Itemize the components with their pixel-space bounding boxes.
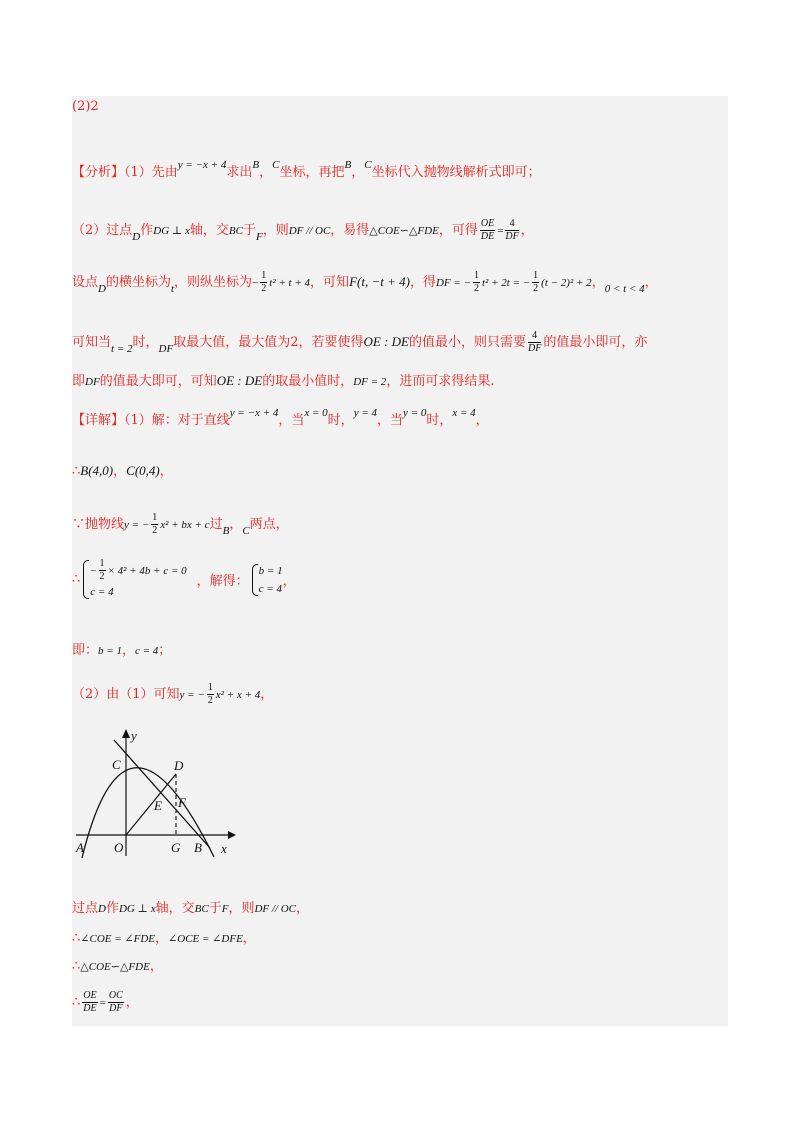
analysis-line-3: 设点$_D$的横坐标为$_t$，则纵坐标为− $\frac{1}{2}$ t² + t + 4，可知F(t, −t + 4)，得DF = − $\frac{1}{2}$ t² + 2t = − $\frac{1}{2}$ (t − 2)² + 2，$_{0 < t < 4}$， [72,270,658,295]
x-axis-arrow [228,831,236,839]
label-F: F [178,795,186,810]
line-equation: y = −x + 4 [177,159,227,171]
analysis-line-1: 【分析】（1）先由$^{y = -x + 4}$求出$^B$，$^C$坐标，再把$^B$，$^C$坐标代入抛物线解析式即可； [72,159,541,180]
detail-line-3: ∵抛物线y = − $\frac{1}{2}$ x² + bx + c过$_B$，$_C$两点， [72,512,289,537]
label-y: y [131,728,137,743]
label-x: x [221,841,227,856]
label-D: D [174,758,184,773]
detail-tag: 【详解】 [72,413,125,428]
step-line-2: ∴∠COE = ∠FDE，∠OCE = ∠DFE， [72,931,256,946]
step-line-1: 过点D作DG ⊥ x轴，交BC于F，则DF // OC， [72,901,310,916]
label-E: E [154,798,162,813]
solution-system: b = 1 c = 4 [251,562,283,598]
fraction-4-df: $\frac{4}{DF}$ [505,218,519,242]
parabola-figure [70,726,240,860]
analysis-line-5: 即DF的值最大即可，可知OE : DE的取最小值时，DF = 2，进而可求得结果. [72,373,495,389]
equation-system: − $\frac{1}{2}$ × 4² + 4b + c = 0 c = 4 [82,558,186,601]
detail-line-6: （2）由（1）可知y = − $\frac{1}{2}$ x² + x + 4， [72,682,274,706]
step-line-4: ∴ $\frac{OE}{DE}$ = $\frac{OC}{DF}$ ， [72,990,139,1014]
label-C: C [112,757,121,772]
segment-od [126,774,176,835]
detail-line-5: 即：b = 1，c = 4； [72,643,172,658]
detail-line-4: ∴ − $\frac{1}{2}$ × 4² + 4b + c = 0 c = 4 ，解得： b = 1 c = 4 ， [72,558,296,601]
detail-line-1: 【详解】（1）解：对于直线$^{y = -x + 4}$，当$^{x = 0}$时，$^{y = 4}$，当$^{y = 0}$时，$^{x = 4}$， [72,407,489,428]
label-B: B [194,840,202,855]
part2-answer: (2)2 [72,99,99,114]
label-A: A [76,840,84,855]
y-axis-arrow [122,729,130,738]
detail-line-2: ∴B(4,0)，C(0,4)， [72,463,173,479]
analysis-line-4: 可知当$_{t = 2}$时，$_{DF}$取最大值，最大值为2，若要使得OE : DE的值最小，则只需要 $\frac{4}{DF}$ 的值最小即可，亦 [72,330,648,355]
step-line-3: ∴△COE∽△FDE， [72,959,163,974]
analysis-tag: 【分析】 [72,165,125,180]
analysis-line-2: （2）过点$_D$作DG ⊥ x轴，交BC于$_F$，则DF // OC，易得△COE∽△FDE，可得 $\frac{OE}{DE}$ = $\frac{4}{DF}$ ， [72,218,534,243]
label-G: G [171,840,181,855]
label-O: O [114,840,124,855]
fraction-oe-de: $\frac{OE}{DE}$ [480,218,495,242]
